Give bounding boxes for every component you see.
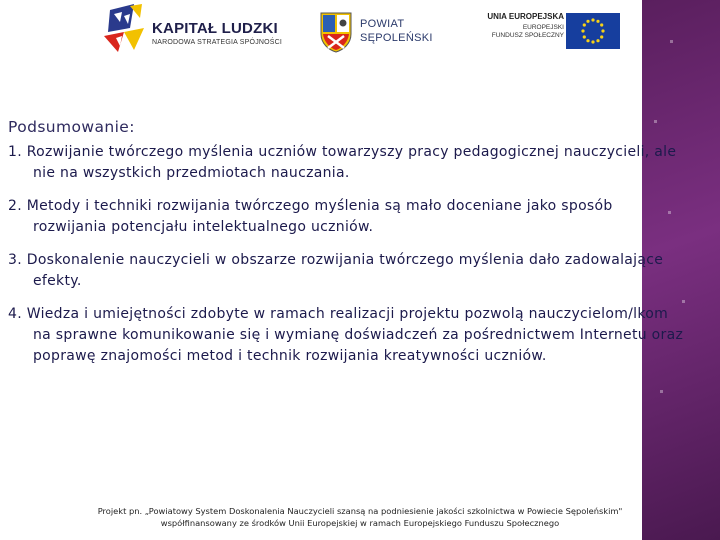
list-item <box>8 142 688 184</box>
powiat-line-2: SĘPOLEŃSKI <box>360 32 433 44</box>
band-dot <box>670 40 673 43</box>
eu-stars-icon <box>566 13 620 49</box>
eu-subtitle-line-2: FUNDUSZ SPOŁECZNY <box>491 32 564 39</box>
item-text: Wiedza i umiejętności zdobyte w ramach realizacji projektu pozwolą nauczycielom/lkom na sprawne komunikowanie się i wymianę doświadczeń za pośrednictwem Internetu oraz poprawę znajomości metod i technik rozwijania kreatywności uczniów. <box>26 306 684 364</box>
item-number: 2. <box>8 198 22 214</box>
eu-title: UNIA EUROPEJSKA <box>487 12 564 21</box>
band-dot <box>654 120 657 123</box>
kapital-ludzki-subtitle: NARODOWA STRATEGIA SPÓJNOŚCI <box>152 39 283 46</box>
band-dot <box>660 390 663 393</box>
powiat-name <box>360 17 433 45</box>
summary-list <box>8 142 688 379</box>
eu-subtitle <box>492 24 564 40</box>
eu-subtitle-line-1: EUROPEJSKI <box>522 24 564 31</box>
powiat-line-1: POWIAT <box>360 18 405 30</box>
summary-heading: Podsumowanie: <box>8 118 135 136</box>
powiat-logo <box>318 10 433 54</box>
kapital-ludzki-title: KAPITAŁ LUDZKI <box>152 20 278 37</box>
footer-line-1: Projekt pn. „Powiatowy System Doskonalenia Nauczycieli szansą na podniesienie jakości szkolnictwa w Powiecie Sępoleńskim" <box>97 506 623 516</box>
eu-logo <box>478 12 620 52</box>
list-item <box>8 250 688 292</box>
item-number: 3. <box>8 252 22 268</box>
eu-flag-icon <box>566 13 620 49</box>
logo-bar <box>0 0 642 66</box>
powiat-coat-of-arms-icon <box>318 10 354 54</box>
item-text: Metody i techniki rozwijania twórczego myślenia są mało doceniane jako sposób rozwijania potencjału intelektualnego uczniów. <box>26 198 613 235</box>
item-text: Doskonalenie nauczycieli w obszarze rozwijania twórczego myślenia dało zadowalające efekty. <box>26 252 664 289</box>
footer-line-2: współfinansowany ze środków Unii Europejskiej w ramach Europejskiego Funduszu Społecznego <box>160 518 560 528</box>
list-item <box>8 304 688 367</box>
project-footer <box>40 505 680 529</box>
kapital-ludzki-emblem-icon <box>100 2 148 58</box>
kapital-ludzki-logo <box>100 2 283 58</box>
item-number: 1. <box>8 144 22 160</box>
item-number: 4. <box>8 306 22 322</box>
list-item <box>8 196 688 238</box>
item-text: Rozwijanie twórczego myślenia uczniów towarzyszy pracy pedagogicznej nauczycieli, ale nie na wszystkich przedmiotach nauczania. <box>26 144 677 181</box>
